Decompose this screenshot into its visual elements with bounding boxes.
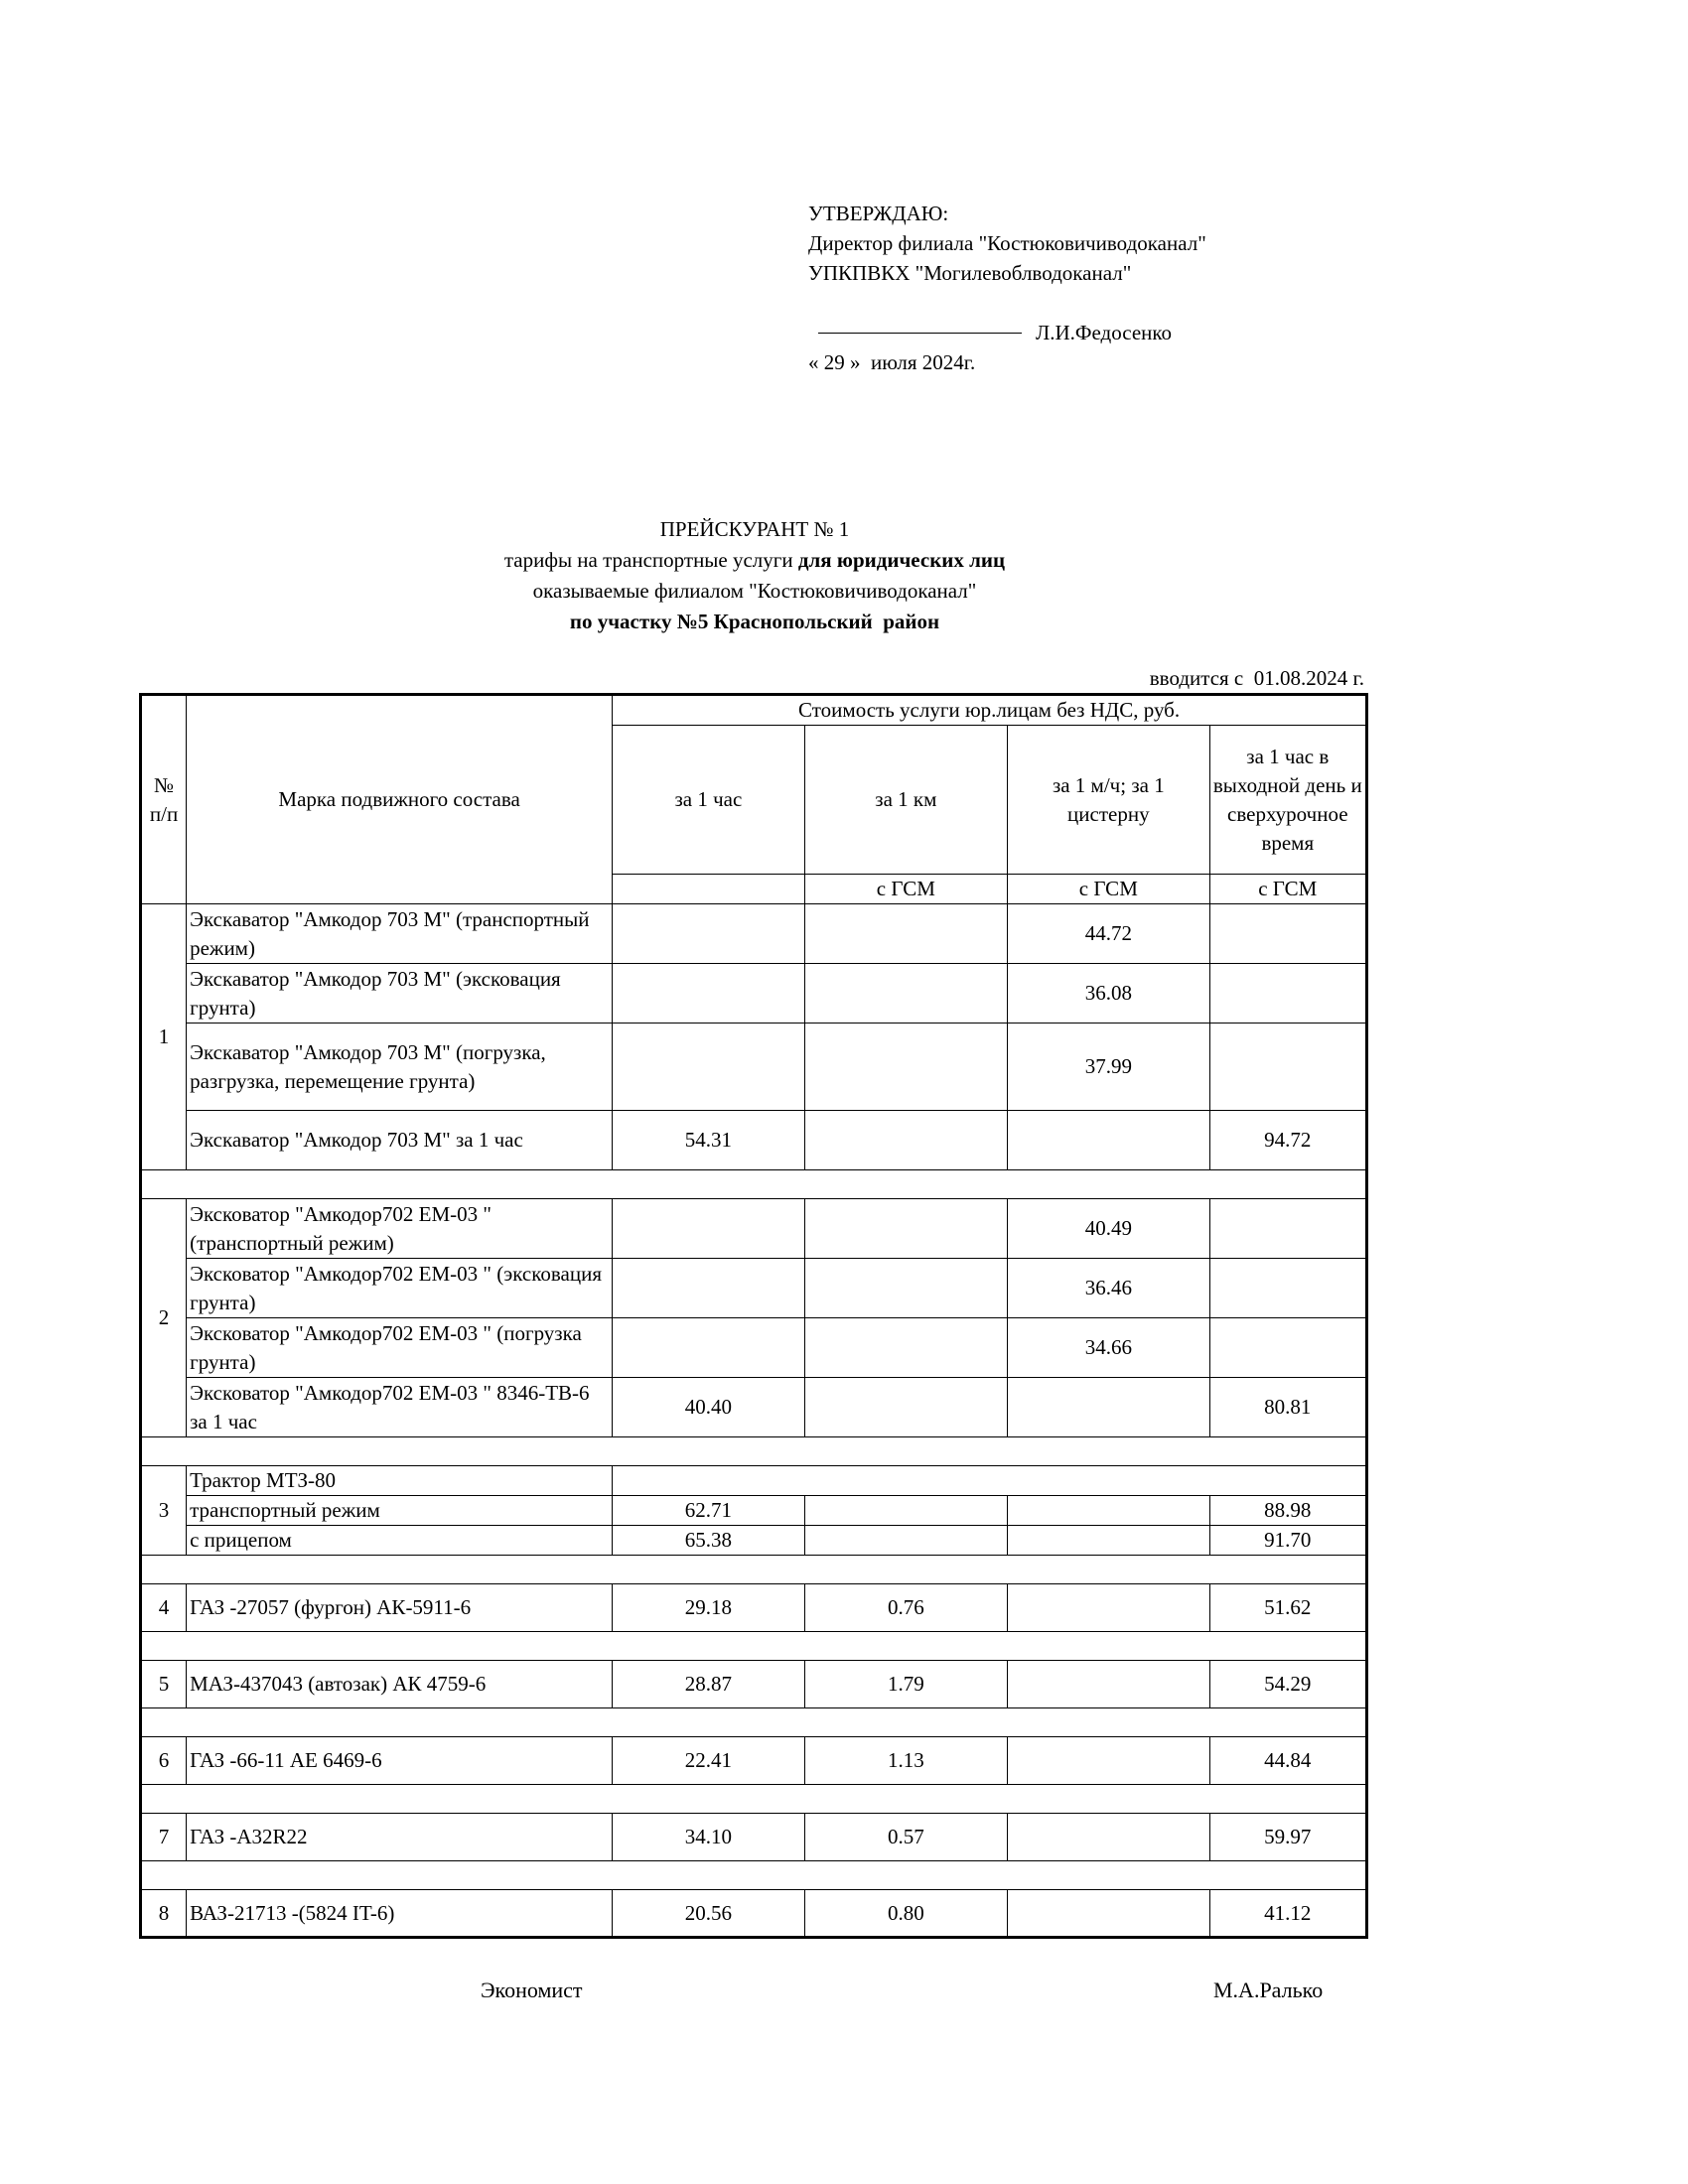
price-per-mh-tank bbox=[1008, 1496, 1209, 1526]
price-per-hour-weekend: 51.62 bbox=[1209, 1584, 1366, 1632]
table-row bbox=[141, 1199, 1367, 1259]
title-line4: по участку №5 Краснопольский район bbox=[569, 610, 940, 633]
price-per-hour bbox=[613, 964, 804, 1024]
table-row bbox=[141, 1466, 1367, 1496]
header-per-km: за 1 км bbox=[804, 726, 1007, 875]
price-per-mh-tank: 40.49 bbox=[1008, 1199, 1209, 1259]
price-per-mh-tank bbox=[1008, 1111, 1209, 1170]
table-row bbox=[141, 1378, 1367, 1437]
price-per-hour-weekend bbox=[1209, 1024, 1366, 1111]
price-per-hour: 20.56 bbox=[613, 1890, 804, 1938]
approval-heading: УТВЕРЖДАЮ: bbox=[808, 202, 949, 225]
price-per-hour: 29.18 bbox=[613, 1584, 804, 1632]
table-row bbox=[141, 1526, 1367, 1556]
header-cost-group: Стоимость услуги юр.лицам без НДС, руб. bbox=[613, 695, 1367, 726]
table-row bbox=[141, 1890, 1367, 1938]
vehicle-name: Экскаватор "Амкодор 703 М" (погрузка, разгрузка, перемещение грунта) bbox=[187, 1024, 613, 1111]
price-per-hour-weekend bbox=[1209, 964, 1366, 1024]
price-per-mh-tank bbox=[1008, 1661, 1209, 1708]
price-per-km bbox=[804, 1496, 1007, 1526]
title-line2 bbox=[387, 545, 1122, 576]
footer-name: М.А.Ралько bbox=[1213, 1978, 1324, 2002]
price-per-km bbox=[804, 1259, 1007, 1318]
price-per-hour: 28.87 bbox=[613, 1661, 804, 1708]
header-num: № п/п bbox=[141, 695, 187, 904]
vehicle-name: ВАЗ-21713 -(5824 IT-6) bbox=[187, 1890, 613, 1938]
table-row bbox=[141, 964, 1367, 1024]
price-per-mh-tank bbox=[1008, 1526, 1209, 1556]
row-number: 3 bbox=[141, 1466, 187, 1556]
price-per-km: 1.13 bbox=[804, 1737, 1007, 1785]
price-per-hour-weekend bbox=[1209, 1259, 1366, 1318]
separator-cell bbox=[141, 1632, 1367, 1661]
price-per-hour-weekend: 88.98 bbox=[1209, 1496, 1366, 1526]
table-row bbox=[141, 1814, 1367, 1861]
vehicle-name: МАЗ-437043 (автозак) АК 4759-6 bbox=[187, 1661, 613, 1708]
row-number: 7 bbox=[141, 1814, 187, 1861]
price-per-hour: 22.41 bbox=[613, 1737, 804, 1785]
table-row bbox=[141, 1737, 1367, 1785]
approval-position-line2: УПКПВКХ "Могилевоблводоканал" bbox=[808, 261, 1132, 285]
approval-signatory: Л.И.Федосенко bbox=[1036, 321, 1173, 344]
vehicle-name: ГАЗ -А32R22 bbox=[187, 1814, 613, 1861]
price-per-km: 0.80 bbox=[804, 1890, 1007, 1938]
table-row bbox=[141, 1024, 1367, 1111]
price-per-hour: 54.31 bbox=[613, 1111, 804, 1170]
price-per-km bbox=[804, 904, 1007, 964]
separator-row bbox=[141, 1437, 1367, 1466]
table-row bbox=[141, 1111, 1367, 1170]
approval-date: « 29 » июля 2024г. bbox=[808, 350, 976, 374]
price-per-mh-tank bbox=[1008, 1814, 1209, 1861]
price-per-hour-weekend bbox=[1209, 1318, 1366, 1378]
title-line2-bold: для юридических лиц bbox=[797, 548, 1006, 572]
separator-cell bbox=[141, 1556, 1367, 1584]
table-row bbox=[141, 1661, 1367, 1708]
price-per-hour-weekend: 54.29 bbox=[1209, 1661, 1366, 1708]
separator-cell bbox=[141, 1170, 1367, 1199]
row-number: 6 bbox=[141, 1737, 187, 1785]
price-per-km bbox=[804, 1199, 1007, 1259]
footer-role: Экономист bbox=[481, 1978, 583, 2002]
price-per-km: 0.76 bbox=[804, 1584, 1007, 1632]
header-fuel-km: с ГСМ bbox=[804, 875, 1007, 904]
header-per-mh-tank: за 1 м/ч; за 1 цистерну bbox=[1008, 726, 1209, 875]
header-fuel-hour bbox=[613, 875, 804, 904]
title-line2-prefix: тарифы на транспортные услуги bbox=[503, 548, 798, 572]
price-per-hour-weekend: 44.84 bbox=[1209, 1737, 1366, 1785]
table-row bbox=[141, 904, 1367, 964]
price-per-mh-tank bbox=[1008, 1737, 1209, 1785]
price-per-hour-weekend: 41.12 bbox=[1209, 1890, 1366, 1938]
row-number: 4 bbox=[141, 1584, 187, 1632]
separator-row bbox=[141, 1708, 1367, 1737]
vehicle-name: с прицепом bbox=[187, 1526, 613, 1556]
price-per-km: 0.57 bbox=[804, 1814, 1007, 1861]
vehicle-name: Эксковатор "Амкодор702 ЕМ-03 " (транспортный режим) bbox=[187, 1199, 613, 1259]
table-row bbox=[141, 1496, 1367, 1526]
price-per-hour: 65.38 bbox=[613, 1526, 804, 1556]
price-per-hour-weekend: 91.70 bbox=[1209, 1526, 1366, 1556]
header-fuel-weekend: с ГСМ bbox=[1209, 875, 1366, 904]
signature-line bbox=[808, 318, 1206, 347]
price-per-mh-tank: 44.72 bbox=[1008, 904, 1209, 964]
table-row bbox=[141, 1259, 1367, 1318]
vehicle-name: ГАЗ -66-11 АЕ 6469-6 bbox=[187, 1737, 613, 1785]
price-per-hour-weekend: 59.97 bbox=[1209, 1814, 1366, 1861]
vehicle-name: Эксковатор "Амкодор702 ЕМ-03 " (погрузка грунта) bbox=[187, 1318, 613, 1378]
price-per-mh-tank bbox=[1008, 1584, 1209, 1632]
price-per-km bbox=[804, 1378, 1007, 1437]
approval-position-line1: Директор филиала "Костюковичиводоканал" bbox=[808, 231, 1206, 255]
separator-cell bbox=[141, 1437, 1367, 1466]
price-per-mh-tank bbox=[1008, 1378, 1209, 1437]
vehicle-name: Экскаватор "Амкодор 703 М" за 1 час bbox=[187, 1111, 613, 1170]
price-per-mh-tank bbox=[1008, 1890, 1209, 1938]
row-number: 8 bbox=[141, 1890, 187, 1938]
vehicle-name: ГАЗ -27057 (фургон) АК-5911-6 bbox=[187, 1584, 613, 1632]
separator-cell bbox=[141, 1785, 1367, 1814]
vehicle-name: Эксковатор "Амкодор702 ЕМ-03 " 8346-ТВ-6 за 1 час bbox=[187, 1378, 613, 1437]
header-per-hour-weekend: за 1 час в выходной день и сверхурочное время bbox=[1209, 726, 1366, 875]
vehicle-name: Эксковатор "Амкодор702 ЕМ-03 " (эксковация грунта) bbox=[187, 1259, 613, 1318]
separator-row bbox=[141, 1861, 1367, 1890]
header-vehicle: Марка подвижного состава bbox=[187, 695, 613, 904]
price-per-km bbox=[804, 964, 1007, 1024]
price-per-mh-tank: 37.99 bbox=[1008, 1024, 1209, 1111]
approval-block bbox=[808, 199, 1206, 377]
title-line1: ПРЕЙСКУРАНТ № 1 bbox=[659, 517, 850, 541]
separator-row bbox=[141, 1785, 1367, 1814]
tariff-table bbox=[139, 693, 1368, 1939]
row-number: 1 bbox=[141, 904, 187, 1170]
row-number: 5 bbox=[141, 1661, 187, 1708]
vehicle-name: транспортный режим bbox=[187, 1496, 613, 1526]
title-line3: оказываемые филиалом "Костюковичиводоканал" bbox=[532, 579, 977, 603]
separator-row bbox=[141, 1632, 1367, 1661]
separator-row bbox=[141, 1556, 1367, 1584]
price-per-km bbox=[804, 1024, 1007, 1111]
price-per-hour-weekend bbox=[1209, 1199, 1366, 1259]
price-per-km bbox=[804, 1526, 1007, 1556]
vehicle-name: Экскаватор "Амкодор 703 М" (эксковация грунта) bbox=[187, 964, 613, 1024]
price-per-km bbox=[804, 1111, 1007, 1170]
vehicle-name: Экскаватор "Амкодор 703 М" (транспортный режим) bbox=[187, 904, 613, 964]
price-per-hour bbox=[613, 1259, 804, 1318]
document-title bbox=[387, 514, 1122, 637]
vehicle-group-title: Трактор МТЗ-80 bbox=[187, 1466, 613, 1496]
price-per-hour bbox=[613, 1318, 804, 1378]
price-per-hour-weekend bbox=[1209, 904, 1366, 964]
price-per-hour bbox=[613, 1024, 804, 1111]
price-per-hour: 34.10 bbox=[613, 1814, 804, 1861]
price-per-km bbox=[804, 1318, 1007, 1378]
price-per-hour: 62.71 bbox=[613, 1496, 804, 1526]
header-fuel-mh: с ГСМ bbox=[1008, 875, 1209, 904]
separator-row bbox=[141, 1170, 1367, 1199]
effective-date: вводится с 01.08.2024 г. bbox=[1149, 666, 1364, 690]
price-per-hour: 40.40 bbox=[613, 1378, 804, 1437]
separator-cell bbox=[141, 1861, 1367, 1890]
price-per-mh-tank: 34.66 bbox=[1008, 1318, 1209, 1378]
table-row bbox=[141, 1318, 1367, 1378]
price-per-hour-weekend: 94.72 bbox=[1209, 1111, 1366, 1170]
price-per-mh-tank: 36.08 bbox=[1008, 964, 1209, 1024]
price-per-km: 1.79 bbox=[804, 1661, 1007, 1708]
table-row bbox=[141, 1584, 1367, 1632]
price-per-hour bbox=[613, 904, 804, 964]
header-per-hour: за 1 час bbox=[613, 726, 804, 875]
row-number: 2 bbox=[141, 1199, 187, 1437]
signature-blank bbox=[818, 333, 1022, 334]
price-per-hour-weekend: 80.81 bbox=[1209, 1378, 1366, 1437]
empty-cell bbox=[613, 1466, 1367, 1496]
price-per-hour bbox=[613, 1199, 804, 1259]
separator-cell bbox=[141, 1708, 1367, 1737]
price-per-mh-tank: 36.46 bbox=[1008, 1259, 1209, 1318]
